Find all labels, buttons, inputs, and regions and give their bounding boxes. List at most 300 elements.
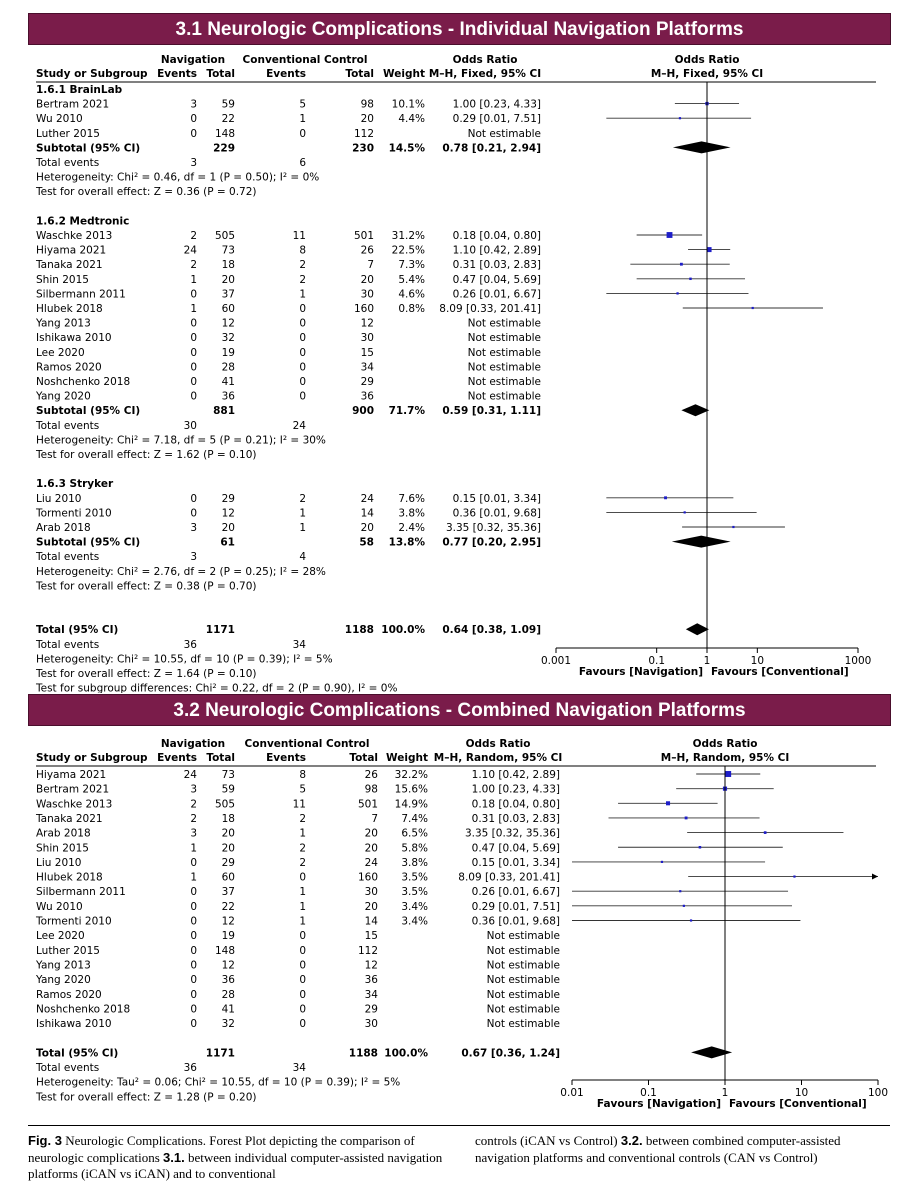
ctrl-total: 34 <box>364 988 378 1001</box>
study-name: Yang 2013 <box>36 317 91 330</box>
ctrl-total: 160 <box>357 871 378 884</box>
favours-navigation-label: Favours [Navigation] <box>578 666 703 678</box>
ctrl-total: 20 <box>364 827 378 840</box>
point-estimate <box>666 801 670 805</box>
ctrl-total: 501 <box>353 230 374 242</box>
study-name: Total (95% CI) <box>36 624 119 637</box>
odds-ratio-ci: Not estimable <box>467 390 541 403</box>
study-name: Shin 2015 <box>36 273 89 286</box>
study-name: Subtotal (95% CI) <box>36 142 141 155</box>
nav-events: 3 <box>190 827 197 840</box>
odds-ratio-ci: 0.18 [0.04, 0.80] <box>452 230 541 242</box>
nav-total: 20 <box>221 522 235 534</box>
nav-total: 60 <box>221 871 235 884</box>
point-estimate <box>793 875 795 877</box>
nav-events: 0 <box>190 915 197 928</box>
nav-events: 0 <box>190 492 197 505</box>
stat-text: Heterogeneity: Chi² = 0.46, df = 1 (P = 0.50); I² = 0% <box>36 171 320 184</box>
header-navigation: Navigation <box>160 54 226 66</box>
header-plot-odds-ratio: Odds Ratio <box>674 54 740 66</box>
caption-right <box>475 1133 895 1166</box>
point-estimate <box>683 905 685 907</box>
caption-ref1: 3.1. <box>163 1149 185 1165</box>
odds-ratio-ci: 0.64 [0.38, 1.09] <box>442 624 541 637</box>
nav-events: 0 <box>190 1018 197 1031</box>
nav-events: 0 <box>190 332 197 345</box>
nav-events: 0 <box>190 930 197 943</box>
point-estimate <box>679 117 681 119</box>
odds-ratio-ci: Not estimable <box>486 944 560 957</box>
odds-ratio-ci: 1.10 [0.42, 2.89] <box>452 244 541 257</box>
caption-rule <box>28 1125 890 1126</box>
odds-ratio-ci: Not estimable <box>486 1003 560 1016</box>
x-tick-label: 0.1 <box>648 655 666 667</box>
weight-value: 3.8% <box>401 856 428 869</box>
ctrl-total: 1188 <box>344 624 374 637</box>
nav-total: 505 <box>214 230 235 242</box>
stat-text: Test for overall effect: Z = 1.28 (P = 0.20) <box>36 1091 257 1104</box>
odds-ratio-ci: Not estimable <box>486 1018 560 1031</box>
nav-events: 0 <box>190 288 197 301</box>
odds-ratio-ci: 0.77 [0.20, 2.95] <box>442 536 541 549</box>
study-name: Tanaka 2021 <box>36 812 103 825</box>
weight-value: 15.6% <box>394 783 428 796</box>
x-tick-label: 100 <box>867 1087 889 1099</box>
nav-total: 37 <box>221 288 235 301</box>
study-name: Noshchenko 2018 <box>36 1003 131 1016</box>
ctrl-events: 2 <box>299 492 306 505</box>
nav-total: 32 <box>221 1018 235 1031</box>
subgroup-label: 1.6.1 BrainLab <box>36 84 123 96</box>
odds-ratio-ci: 0.31 [0.03, 2.83] <box>452 259 541 272</box>
ctrl-events: 0 <box>299 1003 306 1016</box>
nav-total: 73 <box>221 244 235 257</box>
ctrl-total: 24 <box>364 856 378 869</box>
nav-total: 41 <box>221 1003 235 1016</box>
weight-value: 14.5% <box>388 142 425 155</box>
pooled-diamond <box>686 623 709 635</box>
ctrl-events: 0 <box>299 317 306 330</box>
pooled-diamond <box>681 404 709 416</box>
odds-ratio-ci: 1.10 [0.42, 2.89] <box>471 769 560 781</box>
nav-total: 18 <box>221 812 235 825</box>
odds-ratio-ci: Not estimable <box>467 332 541 345</box>
ctrl-total: 30 <box>360 288 374 301</box>
ctrl-total: 7 <box>371 812 378 825</box>
header-nav-events: Events <box>157 752 197 764</box>
header-ctrl-events: Events <box>266 68 306 80</box>
ctrl-events: 11 <box>292 798 306 811</box>
header-method: M–H, Fixed, 95% CI <box>428 68 542 80</box>
odds-ratio-ci: 0.59 [0.31, 1.11] <box>442 405 541 418</box>
odds-ratio-ci: 0.47 [0.04, 5.69] <box>471 842 560 855</box>
weight-value: 3.8% <box>398 507 425 520</box>
nav-events: 3 <box>190 157 197 169</box>
nav-events: 0 <box>190 376 197 388</box>
ctrl-total: 20 <box>360 522 374 534</box>
odds-ratio-ci: 0.31 [0.03, 2.83] <box>471 812 560 825</box>
odds-ratio-ci: 0.26 [0.01, 6.67] <box>452 288 541 301</box>
nav-events: 0 <box>190 1003 197 1016</box>
weight-value: 71.7% <box>388 405 425 418</box>
ci-arrow-right <box>872 874 878 880</box>
nav-total: 28 <box>221 988 235 1001</box>
ctrl-total: 12 <box>360 317 374 330</box>
nav-events: 1 <box>190 842 197 855</box>
nav-events: 0 <box>190 390 197 403</box>
ctrl-events: 2 <box>299 842 306 855</box>
ctrl-total: 58 <box>359 536 374 549</box>
nav-total: 22 <box>221 900 235 913</box>
point-estimate <box>680 263 683 266</box>
x-tick-label: 1000 <box>844 655 872 667</box>
odds-ratio-ci: Not estimable <box>467 346 541 359</box>
nav-events: 30 <box>183 419 197 432</box>
nav-total: 229 <box>213 142 235 155</box>
ctrl-total: 160 <box>353 303 374 315</box>
ctrl-total: 26 <box>360 244 374 257</box>
section1-banner: 3.1 Neurologic Complications - Individual Navigation Platforms <box>28 13 891 45</box>
pooled-diamond <box>672 536 731 548</box>
weight-value: 6.5% <box>401 827 428 840</box>
header-conventional-control: Conventional Control <box>242 54 368 66</box>
ctrl-events: 1 <box>299 900 306 913</box>
weight-value: 7.4% <box>401 812 428 825</box>
odds-ratio-ci: 3.35 [0.32, 35.36] <box>464 827 560 840</box>
section2-banner: 3.2 Neurologic Complications - Combined Navigation Platforms <box>28 694 891 726</box>
point-estimate <box>732 526 734 528</box>
ctrl-events: 11 <box>292 230 306 242</box>
stat-text: Test for subgroup differences: Chi² = 0.22, df = 2 (P = 0.90), I² = 0% <box>36 682 398 693</box>
nav-events: 2 <box>190 259 197 272</box>
stat-text: Heterogeneity: Tau² = 0.06; Chi² = 10.55, df = 10 (P = 0.39); I² = 5% <box>36 1076 401 1089</box>
weight-value: 5.4% <box>398 273 425 286</box>
header-odds-ratio: Odds Ratio <box>452 54 518 66</box>
point-estimate <box>684 511 686 513</box>
stat-text: Test for overall effect: Z = 0.38 (P = 0.70) <box>36 580 257 593</box>
study-name: Hlubek 2018 <box>36 303 103 315</box>
nav-total: 18 <box>221 259 235 272</box>
ctrl-events: 8 <box>299 769 306 781</box>
odds-ratio-ci: Not estimable <box>467 317 541 330</box>
study-name: Lee 2020 <box>36 930 85 943</box>
ctrl-total: 20 <box>360 273 374 286</box>
nav-total: 22 <box>221 113 235 126</box>
nav-events: 0 <box>190 988 197 1001</box>
ctrl-total: 12 <box>364 959 378 972</box>
favours-conventional-label: Favours [Conventional] <box>711 666 849 678</box>
nav-events: 36 <box>183 1062 197 1074</box>
nav-events: 2 <box>190 812 197 825</box>
study-name: Hiyama 2021 <box>36 769 107 781</box>
ctrl-total: 112 <box>353 127 374 140</box>
ctrl-total: 29 <box>364 1003 378 1016</box>
x-tick-label: 10 <box>750 655 765 667</box>
nav-total: 29 <box>221 492 235 505</box>
weight-value: 7.3% <box>398 259 425 272</box>
study-name: Tanaka 2021 <box>36 259 103 272</box>
ctrl-total: 36 <box>364 974 378 987</box>
weight-value: 3.5% <box>401 871 428 884</box>
nav-events: 0 <box>190 856 197 869</box>
weight-value: 100.0% <box>384 1047 428 1060</box>
ctrl-total: 15 <box>360 346 374 359</box>
nav-total: 59 <box>221 98 235 111</box>
study-name: Shin 2015 <box>36 842 89 855</box>
ctrl-events: 0 <box>299 1018 306 1031</box>
weight-value: 3.4% <box>401 915 428 928</box>
stat-text: Total events <box>36 157 100 169</box>
odds-ratio-ci: 0.36 [0.01, 9.68] <box>471 915 560 928</box>
nav-total: 1171 <box>205 624 235 637</box>
ctrl-events: 5 <box>299 98 306 111</box>
ctrl-events: 0 <box>299 930 306 943</box>
nav-events: 0 <box>190 507 197 520</box>
nav-events: 0 <box>190 886 197 899</box>
x-tick-label: 0.1 <box>640 1087 657 1099</box>
caption-part2: between individual computer-assisted navigation platforms (iCAN vs iCAN) and to conventional <box>28 1149 443 1181</box>
ctrl-events: 0 <box>299 346 306 359</box>
caption-part1: Neurologic Complications. Forest Plot depicting the comparison of neurologic complications <box>28 1133 415 1165</box>
point-estimate <box>685 817 688 820</box>
nav-events: 1 <box>190 303 197 315</box>
header-odds-ratio: Odds Ratio <box>465 738 531 750</box>
nav-events: 24 <box>183 244 197 257</box>
ctrl-events: 0 <box>299 871 306 884</box>
nav-events: 0 <box>190 127 197 140</box>
nav-total: 505 <box>214 798 235 811</box>
study-name: Luther 2015 <box>36 127 100 140</box>
study-name: Bertram 2021 <box>36 98 110 111</box>
weight-value: 100.0% <box>381 624 425 637</box>
odds-ratio-ci: 3.35 [0.32, 35.36] <box>445 522 541 534</box>
ctrl-total: 15 <box>364 930 378 943</box>
nav-total: 19 <box>221 930 235 943</box>
header-ctrl-events: Events <box>266 752 306 764</box>
study-name: Subtotal (95% CI) <box>36 405 141 418</box>
caption-part4: between combined computer-assisted navigation platforms and conventional controls (CAN vs Control) <box>475 1133 841 1165</box>
point-estimate <box>689 278 691 280</box>
ctrl-events: 34 <box>292 1062 306 1074</box>
ctrl-total: 98 <box>360 98 374 111</box>
forest-plot-section2 <box>0 730 918 1115</box>
study-name: Subtotal (95% CI) <box>36 536 141 549</box>
nav-total: 12 <box>221 507 235 520</box>
study-name: Ramos 2020 <box>36 988 102 1001</box>
nav-total: 148 <box>214 127 235 140</box>
study-name: Liu 2010 <box>36 492 82 505</box>
nav-events: 3 <box>190 98 197 111</box>
point-estimate <box>667 232 673 238</box>
nav-total: 36 <box>221 390 235 403</box>
stat-text: Total events <box>36 419 100 432</box>
study-name: Arab 2018 <box>36 827 91 840</box>
ctrl-events: 1 <box>299 507 306 520</box>
header-nav-events: Events <box>157 68 197 80</box>
ctrl-events: 6 <box>299 157 306 169</box>
odds-ratio-ci: Not estimable <box>467 376 541 388</box>
ctrl-events: 0 <box>299 303 306 315</box>
ctrl-total: 7 <box>367 259 374 272</box>
weight-value: 4.6% <box>398 288 425 301</box>
nav-events: 2 <box>190 230 197 242</box>
ctrl-events: 0 <box>299 959 306 972</box>
weight-value: 3.4% <box>401 900 428 913</box>
pooled-diamond <box>691 1046 732 1058</box>
ctrl-total: 14 <box>360 507 374 520</box>
ctrl-events: 5 <box>299 783 306 796</box>
nav-total: 20 <box>221 273 235 286</box>
point-estimate <box>679 890 681 892</box>
point-estimate <box>725 771 731 777</box>
nav-total: 881 <box>213 405 235 418</box>
ctrl-events: 1 <box>299 886 306 899</box>
ctrl-total: 34 <box>360 361 374 374</box>
odds-ratio-ci: Not estimable <box>486 988 560 1001</box>
point-estimate <box>764 831 767 834</box>
ctrl-total: 24 <box>360 492 374 505</box>
nav-events: 0 <box>190 361 197 374</box>
ctrl-events: 2 <box>299 259 306 272</box>
study-name: Hiyama 2021 <box>36 244 107 257</box>
point-estimate <box>690 919 692 921</box>
ctrl-events: 1 <box>299 915 306 928</box>
x-tick-label: 1 <box>703 655 711 667</box>
ctrl-total: 26 <box>364 769 378 781</box>
weight-value: 5.8% <box>401 842 428 855</box>
ctrl-total: 30 <box>360 332 374 345</box>
odds-ratio-ci: 0.29 [0.01, 7.51] <box>471 900 560 913</box>
ctrl-total: 230 <box>352 142 374 155</box>
ctrl-total: 29 <box>360 376 374 388</box>
weight-value: 13.8% <box>388 536 425 549</box>
odds-ratio-ci: 8.09 [0.33, 201.41] <box>439 303 541 315</box>
odds-ratio-ci: 1.00 [0.23, 4.33] <box>471 783 560 796</box>
study-name: Silbermann 2011 <box>36 288 126 301</box>
nav-events: 3 <box>190 783 197 796</box>
ctrl-events: 34 <box>292 638 306 651</box>
study-name: Hlubek 2018 <box>36 871 103 884</box>
weight-value: 0.8% <box>398 303 425 315</box>
ctrl-events: 0 <box>299 944 306 957</box>
stat-text: Test for overall effect: Z = 1.64 (P = 0.10) <box>36 668 257 680</box>
header-weight: Weight <box>383 68 425 80</box>
point-estimate <box>699 846 702 849</box>
weight-value: 2.4% <box>398 522 425 534</box>
subgroup-label: 1.6.2 Medtronic <box>36 215 130 228</box>
ctrl-events: 1 <box>299 827 306 840</box>
nav-total: 28 <box>221 361 235 374</box>
header-ctrl-total: Total <box>345 68 374 80</box>
point-estimate <box>676 292 678 294</box>
ctrl-total: 1188 <box>348 1047 378 1060</box>
stat-text: Test for overall effect: Z = 1.62 (P = 0.10) <box>36 449 257 461</box>
nav-total: 61 <box>220 536 235 549</box>
study-name: Luther 2015 <box>36 944 100 957</box>
nav-events: 1 <box>190 871 197 884</box>
ctrl-events: 0 <box>299 974 306 987</box>
study-name: Arab 2018 <box>36 522 91 534</box>
stat-text: Heterogeneity: Chi² = 2.76, df = 2 (P = 0.25); I² = 28% <box>36 565 326 578</box>
x-tick-label: 0.001 <box>540 655 572 667</box>
ctrl-events: 2 <box>299 856 306 869</box>
ctrl-total: 900 <box>352 405 374 418</box>
subgroup-label: 1.6.3 Stryker <box>36 478 114 491</box>
study-name: Yang 2020 <box>36 390 91 403</box>
weight-value: 14.9% <box>394 798 428 811</box>
nav-total: 59 <box>221 783 235 796</box>
odds-ratio-ci: Not estimable <box>486 930 560 943</box>
weight-value: 7.6% <box>398 492 425 505</box>
nav-events: 0 <box>190 346 197 359</box>
study-name: Bertram 2021 <box>36 783 110 796</box>
caption-left <box>28 1133 448 1183</box>
nav-total: 19 <box>221 346 235 359</box>
nav-total: 41 <box>221 376 235 388</box>
nav-total: 32 <box>221 332 235 345</box>
stat-text: Test for overall effect: Z = 0.36 (P = 0.72) <box>36 186 257 199</box>
ctrl-events: 1 <box>299 113 306 126</box>
ctrl-total: 30 <box>364 886 378 899</box>
stat-text: Heterogeneity: Chi² = 7.18, df = 5 (P = 0.21); I² = 30% <box>36 434 326 447</box>
odds-ratio-ci: 0.36 [0.01, 9.68] <box>452 507 541 520</box>
study-name: Liu 2010 <box>36 856 82 869</box>
odds-ratio-ci: 0.29 [0.01, 7.51] <box>452 113 541 126</box>
nav-events: 24 <box>183 769 197 781</box>
odds-ratio-ci: Not estimable <box>486 959 560 972</box>
ctrl-events: 0 <box>299 988 306 1001</box>
pooled-diamond <box>673 141 731 153</box>
nav-total: 12 <box>221 915 235 928</box>
stat-text: Heterogeneity: Chi² = 10.55, df = 10 (P = 0.39); I² = 5% <box>36 653 333 666</box>
nav-events: 0 <box>190 959 197 972</box>
nav-total: 60 <box>221 303 235 315</box>
nav-total: 12 <box>221 317 235 330</box>
odds-ratio-ci: 0.67 [0.36, 1.24] <box>461 1047 560 1060</box>
ctrl-events: 0 <box>299 127 306 140</box>
odds-ratio-ci: Not estimable <box>467 127 541 140</box>
point-estimate <box>664 496 667 499</box>
header-study: Study or Subgroup <box>36 68 148 80</box>
ctrl-total: 20 <box>360 113 374 126</box>
ctrl-total: 36 <box>360 390 374 403</box>
nav-total: 20 <box>221 827 235 840</box>
header-conventional-control: Conventional Control <box>244 738 370 750</box>
nav-events: 0 <box>190 900 197 913</box>
nav-total: 20 <box>221 842 235 855</box>
point-estimate <box>661 861 663 863</box>
study-name: Wu 2010 <box>36 113 83 126</box>
weight-value: 3.5% <box>401 886 428 899</box>
study-name: Ramos 2020 <box>36 361 102 374</box>
header-ctrl-total: Total <box>349 752 378 764</box>
study-name: Waschke 2013 <box>36 798 113 811</box>
ctrl-events: 2 <box>299 273 306 286</box>
nav-events: 3 <box>190 551 197 564</box>
nav-events: 1 <box>190 273 197 286</box>
study-name: Ishikawa 2010 <box>36 1018 112 1031</box>
nav-events: 3 <box>190 522 197 534</box>
odds-ratio-ci: 8.09 [0.33, 201.41] <box>458 871 560 884</box>
ctrl-total: 20 <box>364 842 378 855</box>
odds-ratio-ci: 0.18 [0.04, 0.80] <box>471 798 560 811</box>
nav-total: 29 <box>221 856 235 869</box>
odds-ratio-ci: 0.15 [0.01, 3.34] <box>452 492 541 505</box>
nav-total: 37 <box>221 886 235 899</box>
ctrl-events: 0 <box>299 361 306 374</box>
header-navigation: Navigation <box>160 738 226 750</box>
weight-value: 22.5% <box>391 244 425 257</box>
